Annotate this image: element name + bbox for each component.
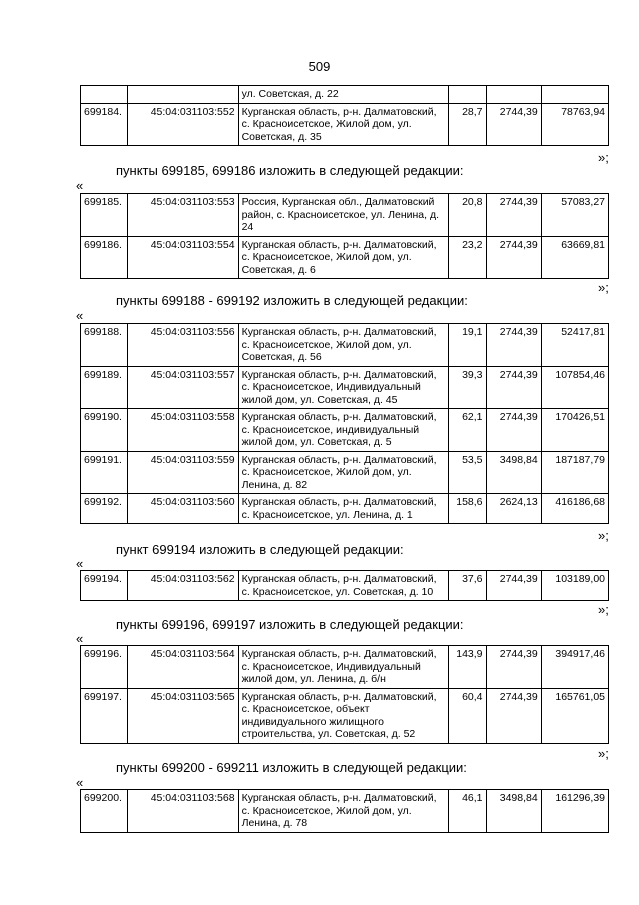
cell-number: 699185. xyxy=(81,194,128,237)
cell-address: Россия, Курганская обл., Далматовский район, с. Красноисетское, ул. Ленина, д. 24 xyxy=(238,194,449,237)
cell-cadastral: 45:04:031103:552 xyxy=(128,103,238,146)
cell-rate: 2624,13 xyxy=(486,494,541,524)
cell-value: 57083,27 xyxy=(541,194,608,237)
cell-number: 699197. xyxy=(81,688,128,743)
cell-value: 394917,46 xyxy=(541,646,608,689)
cell-address: Курганская область, р-н. Далматовский, с. Красноисетское, Жилой дом, ул. Советская, д. 6 xyxy=(238,236,449,279)
cell-value: 416186,68 xyxy=(541,494,608,524)
table-row xyxy=(81,103,609,146)
registry-table xyxy=(80,570,609,601)
cell-number xyxy=(81,86,128,104)
cell-address: ул. Советская, д. 22 xyxy=(238,86,449,104)
registry-table xyxy=(80,85,609,146)
cell-area: 28,7 xyxy=(449,103,486,146)
table-row xyxy=(81,366,609,409)
cell-number: 699190. xyxy=(81,409,128,452)
cell-rate: 2744,39 xyxy=(486,571,541,601)
table-row xyxy=(81,236,609,279)
section-heading: пункты 699200 - 699211 изложить в следующей редакции: xyxy=(116,760,467,775)
cell-cadastral: 45:04:031103:568 xyxy=(128,790,238,833)
cell-rate: 2744,39 xyxy=(486,103,541,146)
cell-area: 60,4 xyxy=(449,688,486,743)
cell-value: 187187,79 xyxy=(541,451,608,494)
cell-number: 699186. xyxy=(81,236,128,279)
registry-table xyxy=(80,193,609,279)
opening-mark: « xyxy=(76,556,84,571)
cell-address: Курганская область, р-н. Далматовский, с. Красноисетское, Индивидуальный жилой дом, ул. Советская, д. 45 xyxy=(238,366,449,409)
cell-address: Курганская область, р-н. Далматовский, с. Красноисетское, Жилой дом, ул. Ленина, д. 82 xyxy=(238,451,449,494)
cell-number: 699192. xyxy=(81,494,128,524)
opening-mark: « xyxy=(76,308,84,323)
cell-area: 53,5 xyxy=(449,451,486,494)
closing-mark: »; xyxy=(598,280,609,295)
cell-rate: 2744,39 xyxy=(486,236,541,279)
cell-area: 143,9 xyxy=(449,646,486,689)
cell-cadastral: 45:04:031103:564 xyxy=(128,646,238,689)
cell-value: 63669,81 xyxy=(541,236,608,279)
opening-mark: « xyxy=(76,775,84,790)
cell-address: Курганская область, р-н. Далматовский, с. Красноисетское, Индивидуальный жилой дом, ул. Ленина, д. б/н xyxy=(238,646,449,689)
cell-number: 699196. xyxy=(81,646,128,689)
cell-number: 699188. xyxy=(81,324,128,367)
cell-address: Курганская область, р-н. Далматовский, с. Красноисетское, ул. Советская, д. 10 xyxy=(238,571,449,601)
cell-cadastral: 45:04:031103:553 xyxy=(128,194,238,237)
cell-cadastral: 45:04:031103:559 xyxy=(128,451,238,494)
cell-value: 107854,46 xyxy=(541,366,608,409)
cell-area: 46,1 xyxy=(449,790,486,833)
cell-cadastral xyxy=(128,86,238,104)
section-heading: пункт 699194 изложить в следующей редакции: xyxy=(116,542,404,557)
cell-cadastral: 45:04:031103:565 xyxy=(128,688,238,743)
cell-value xyxy=(541,86,608,104)
cell-cadastral: 45:04:031103:554 xyxy=(128,236,238,279)
registry-table xyxy=(80,789,609,833)
table-row xyxy=(81,571,609,601)
section-heading: пункты 699185, 699186 изложить в следующей редакции: xyxy=(116,163,464,178)
table-row xyxy=(81,409,609,452)
registry-table xyxy=(80,645,609,744)
section-heading: пункты 699188 - 699192 изложить в следующей редакции: xyxy=(116,293,468,308)
cell-rate: 2744,39 xyxy=(486,324,541,367)
cell-area: 19,1 xyxy=(449,324,486,367)
table-row xyxy=(81,86,609,104)
cell-cadastral: 45:04:031103:558 xyxy=(128,409,238,452)
cell-address: Курганская область, р-н. Далматовский, с. Красноисетское, Жилой дом, ул. Советская, д. 56 xyxy=(238,324,449,367)
cell-value: 165761,05 xyxy=(541,688,608,743)
cell-value: 103189,00 xyxy=(541,571,608,601)
cell-number: 699184. xyxy=(81,103,128,146)
cell-value: 161296,39 xyxy=(541,790,608,833)
cell-area: 62,1 xyxy=(449,409,486,452)
closing-mark: »; xyxy=(598,150,609,165)
cell-address: Курганская область, р-н. Далматовский, с. Красноисетское, индивидуальный жилой дом, ул. Советская, д. 5 xyxy=(238,409,449,452)
table-row xyxy=(81,451,609,494)
cell-rate: 2744,39 xyxy=(486,366,541,409)
cell-value: 78763,94 xyxy=(541,103,608,146)
cell-number: 699189. xyxy=(81,366,128,409)
cell-rate xyxy=(486,86,541,104)
cell-cadastral: 45:04:031103:562 xyxy=(128,571,238,601)
cell-rate: 2744,39 xyxy=(486,688,541,743)
cell-number: 699191. xyxy=(81,451,128,494)
cell-rate: 2744,39 xyxy=(486,409,541,452)
registry-table xyxy=(80,323,609,524)
cell-area: 158,6 xyxy=(449,494,486,524)
cell-address: Курганская область, р-н. Далматовский, с. Красноисетское, объект индивидуального жилищного строительства, ул. Советская, д. 52 xyxy=(238,688,449,743)
cell-cadastral: 45:04:031103:556 xyxy=(128,324,238,367)
cell-rate: 2744,39 xyxy=(486,194,541,237)
cell-area: 39,3 xyxy=(449,366,486,409)
cell-address: Курганская область, р-н. Далматовский, с. Красноисетское, ул. Ленина, д. 1 xyxy=(238,494,449,524)
cell-value: 52417,81 xyxy=(541,324,608,367)
page-number: 509 xyxy=(308,59,331,74)
cell-number: 699194. xyxy=(81,571,128,601)
table-row xyxy=(81,688,609,743)
cell-area: 37,6 xyxy=(449,571,486,601)
closing-mark: »; xyxy=(598,746,609,761)
cell-address: Курганская область, р-н. Далматовский, с. Красноисетское, Жилой дом, ул. Ленина, д. 78 xyxy=(238,790,449,833)
cell-cadastral: 45:04:031103:557 xyxy=(128,366,238,409)
closing-mark: »; xyxy=(598,602,609,617)
cell-area xyxy=(449,86,486,104)
table-row xyxy=(81,194,609,237)
cell-rate: 3498,84 xyxy=(486,451,541,494)
table-row xyxy=(81,324,609,367)
closing-mark: »; xyxy=(598,528,609,543)
cell-address: Курганская область, р-н. Далматовский, с. Красноисетское, Жилой дом, ул. Советская, д. 35 xyxy=(238,103,449,146)
cell-area: 20,8 xyxy=(449,194,486,237)
opening-mark: « xyxy=(76,178,84,193)
table-row xyxy=(81,494,609,524)
table-row xyxy=(81,646,609,689)
cell-value: 170426,51 xyxy=(541,409,608,452)
cell-number: 699200. xyxy=(81,790,128,833)
table-row xyxy=(81,790,609,833)
cell-area: 23,2 xyxy=(449,236,486,279)
opening-mark: « xyxy=(76,631,84,646)
section-heading: пункты 699196, 699197 изложить в следующей редакции: xyxy=(116,617,464,632)
cell-rate: 3498,84 xyxy=(486,790,541,833)
cell-cadastral: 45:04:031103:560 xyxy=(128,494,238,524)
cell-rate: 2744,39 xyxy=(486,646,541,689)
